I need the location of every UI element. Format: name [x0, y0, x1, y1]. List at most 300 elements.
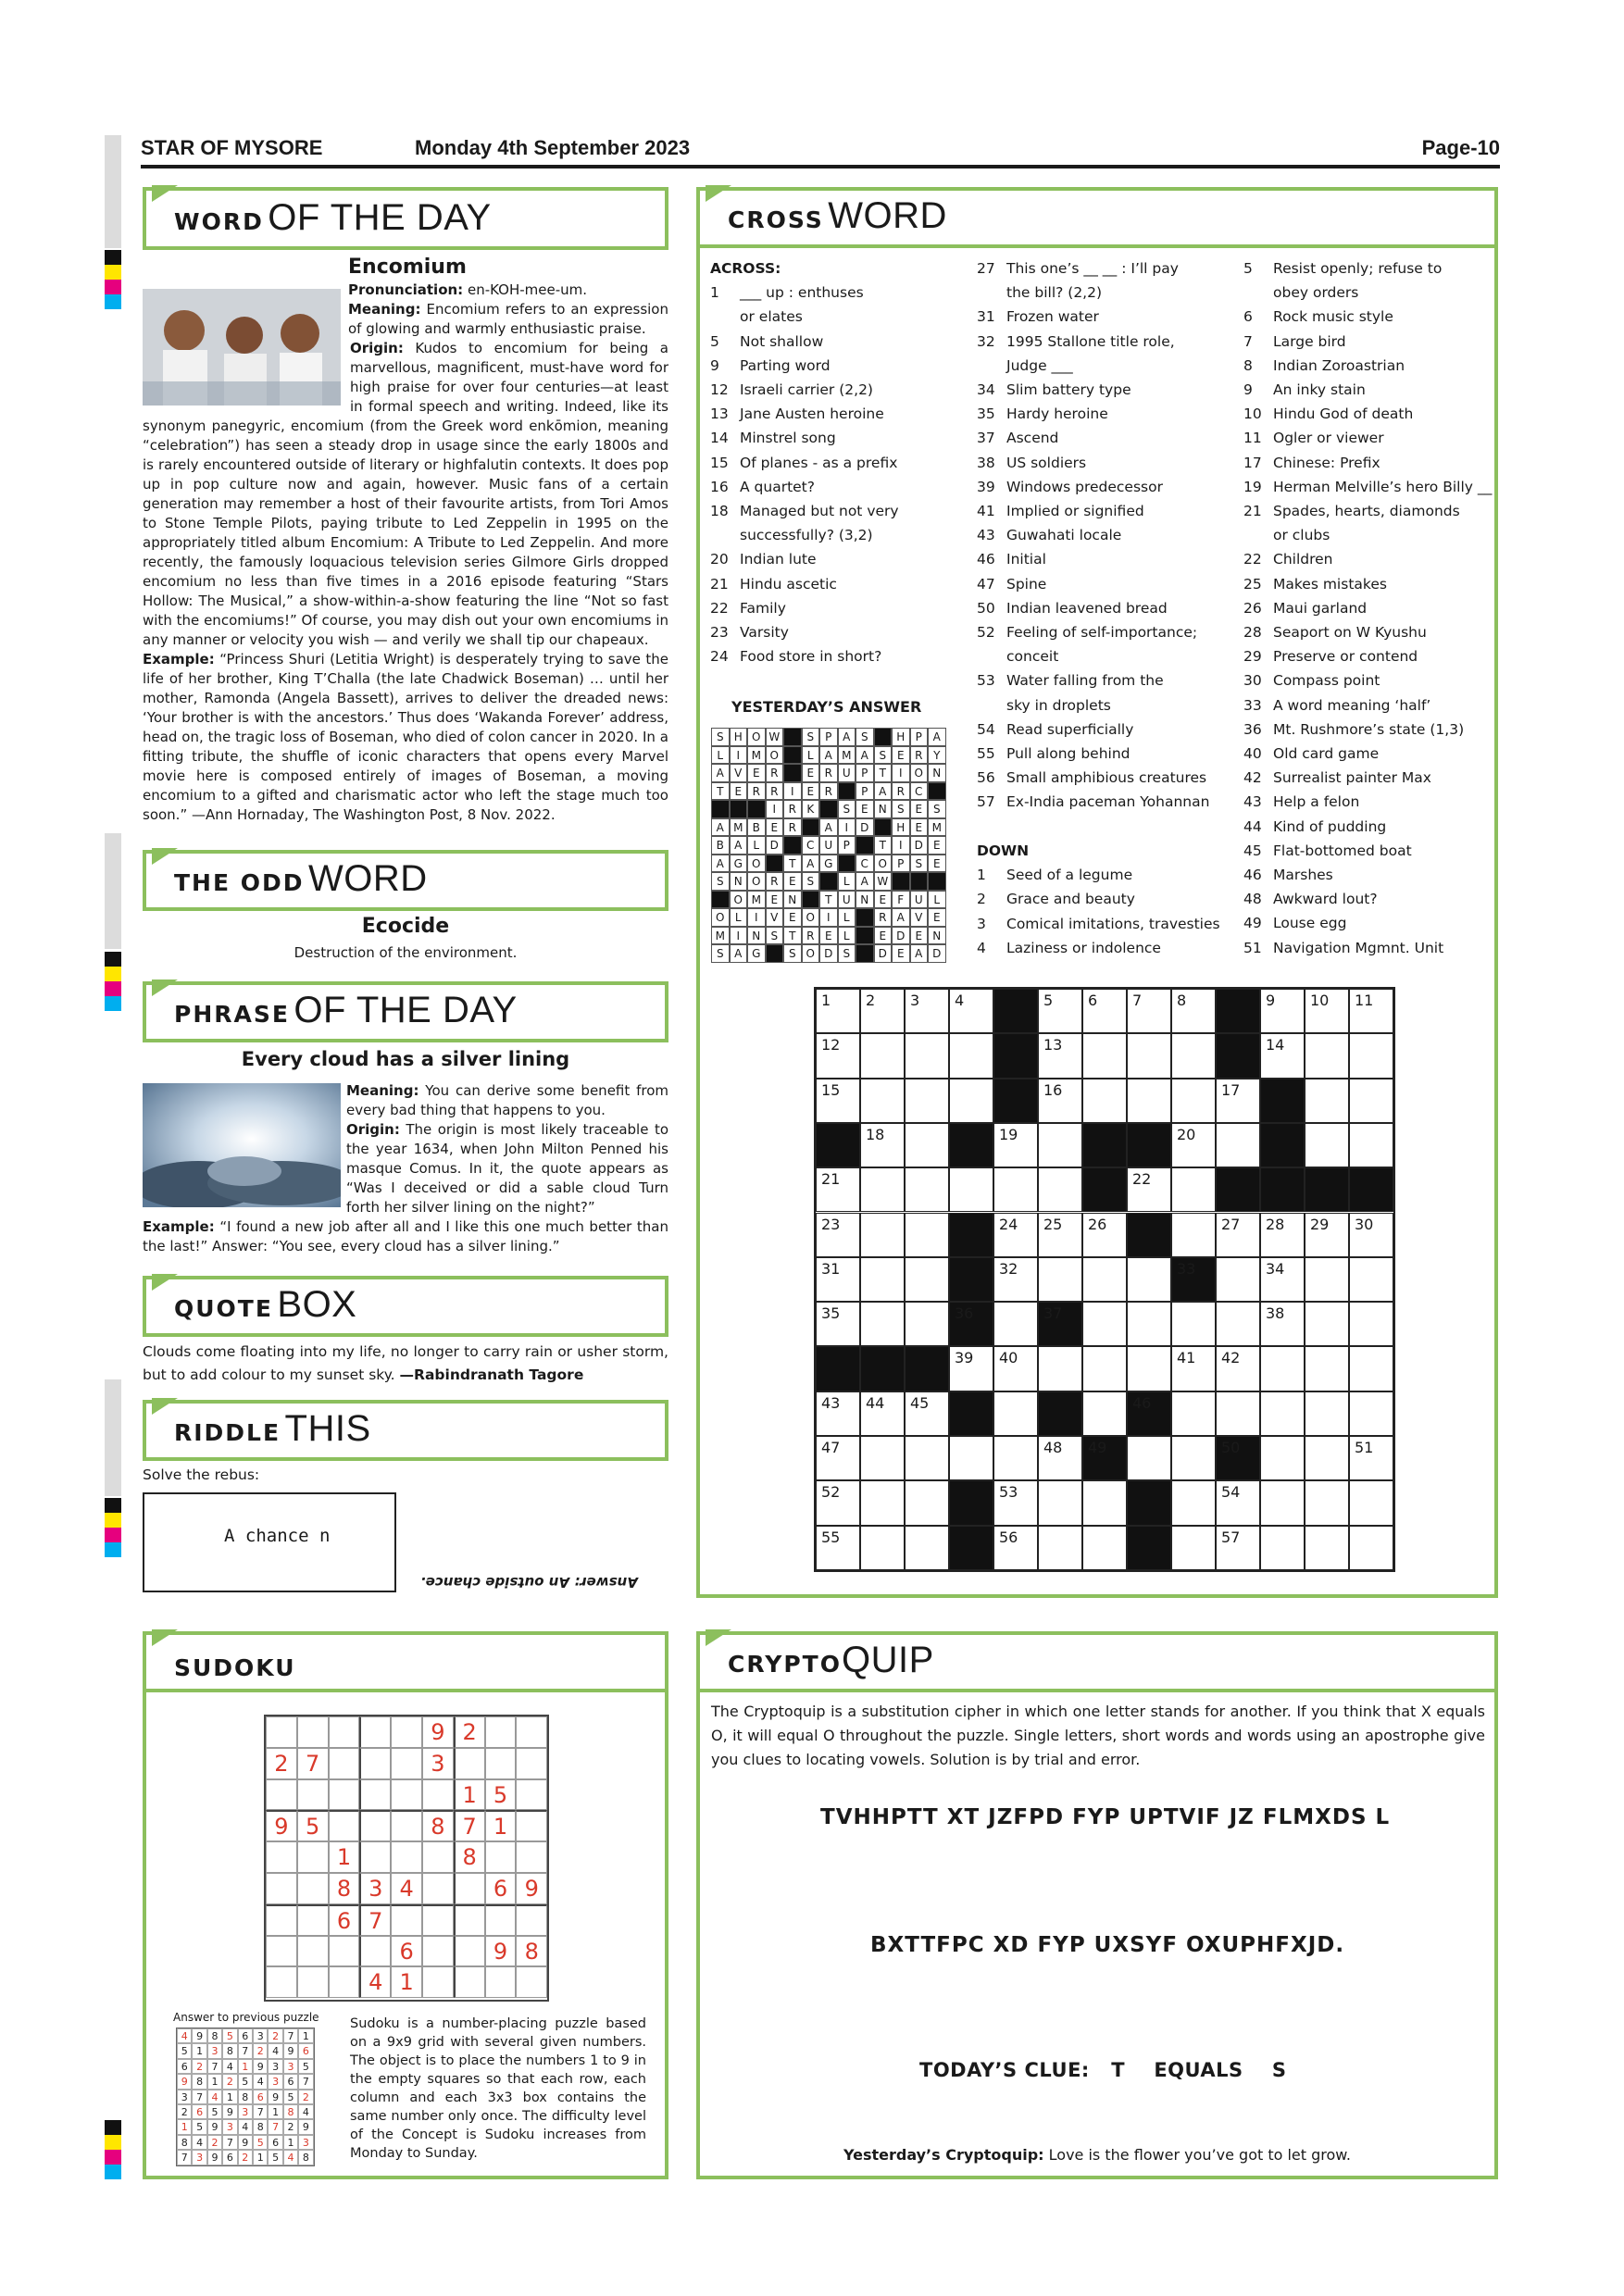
crossword-cell[interactable]: [1216, 1346, 1260, 1391]
crossword-cell[interactable]: [993, 1167, 1038, 1212]
answer-letter: E: [928, 908, 946, 927]
crossword-cell[interactable]: [816, 1436, 860, 1480]
black-square: [949, 1391, 993, 1436]
cell-number: 6: [1088, 992, 1098, 1009]
crossword-cell[interactable]: [905, 1391, 949, 1436]
crossword-cell[interactable]: [1038, 1079, 1082, 1123]
crossword-cell[interactable]: [1171, 1391, 1216, 1436]
crossword-cell[interactable]: [1038, 1123, 1082, 1167]
crossword-cell[interactable]: [1260, 1257, 1305, 1302]
previous-answer-cell: 7: [177, 2150, 192, 2165]
crossword-cell[interactable]: [1127, 1346, 1171, 1391]
crossword-cell[interactable]: [1127, 1167, 1171, 1212]
crossword-cell[interactable]: [1216, 1079, 1260, 1123]
answer-letter: U: [838, 764, 856, 782]
clue: [1243, 523, 1492, 547]
sudoku-cell[interactable]: [266, 1936, 297, 1967]
crossword-cell[interactable]: [905, 1079, 949, 1123]
answer-letter: E: [910, 818, 929, 837]
sudoku-cell[interactable]: [516, 1748, 547, 1779]
crossword-cell[interactable]: [993, 1436, 1038, 1480]
clue-text: conceit: [1006, 648, 1059, 666]
crossword-cell[interactable]: [860, 1391, 905, 1436]
sudoku-cell[interactable]: [422, 1936, 454, 1967]
crossword-cell[interactable]: [993, 1346, 1038, 1391]
sudoku-header: [143, 1631, 668, 1692]
crossword-cell[interactable]: [905, 1213, 949, 1257]
sudoku-cell[interactable]: [359, 1779, 391, 1811]
clue: [710, 499, 899, 523]
crossword-cell[interactable]: [1260, 1480, 1305, 1525]
crossword-cell[interactable]: [1305, 1346, 1349, 1391]
cipher-line-1: TVHHPTT XT JZFPD FYP UPTVIF JZ FLMXDS L: [820, 1805, 1391, 1829]
crossword-cell[interactable]: [1305, 1526, 1349, 1570]
crossword-cell[interactable]: [860, 1167, 905, 1212]
crossword-cell[interactable]: [1216, 1123, 1260, 1167]
crossword-cell[interactable]: [1038, 1480, 1082, 1525]
sudoku-cell[interactable]: [454, 1748, 485, 1779]
sudoku-cell[interactable]: [266, 1841, 297, 1873]
answer-letter: S: [928, 800, 946, 818]
sudoku-cell[interactable]: [329, 1779, 360, 1811]
clue: [710, 451, 899, 475]
clue-number: 50: [977, 599, 995, 617]
sudoku-cell[interactable]: [516, 1966, 547, 1998]
crossword-cell[interactable]: [816, 1213, 860, 1257]
crossword-cell[interactable]: [860, 1257, 905, 1302]
crossword-cell[interactable]: [1082, 1213, 1127, 1257]
header-large: WORD: [828, 195, 947, 236]
crossword-cell[interactable]: [816, 1079, 860, 1123]
crossword-cell[interactable]: [1127, 1257, 1171, 1302]
answer-letter: N: [783, 891, 802, 909]
clue-number: 3: [977, 915, 986, 932]
crossword-cell[interactable]: [816, 989, 860, 1033]
crossword-cell[interactable]: [1171, 1436, 1216, 1480]
sudoku-cell[interactable]: [422, 1966, 454, 1998]
sudoku-cell[interactable]: [329, 1966, 360, 1998]
crossword-cell[interactable]: [1038, 1526, 1082, 1570]
crossword-cell[interactable]: [1305, 989, 1349, 1033]
crossword-cell[interactable]: [1260, 1526, 1305, 1570]
crossword-cell[interactable]: [1260, 989, 1305, 1033]
crossword-cell[interactable]: [1171, 1526, 1216, 1570]
crossword-cell[interactable]: [1216, 1302, 1260, 1346]
crossword-cell[interactable]: [1171, 1033, 1216, 1078]
sudoku-cell[interactable]: [516, 1841, 547, 1873]
crossword-cell[interactable]: [1260, 1346, 1305, 1391]
clue-text: successfully? (3,2): [740, 527, 873, 544]
crossword-cell[interactable]: [860, 1123, 905, 1167]
crossword-cell[interactable]: [1349, 1123, 1393, 1167]
crossword-cell[interactable]: [1082, 1302, 1127, 1346]
crossword-cell[interactable]: [816, 1526, 860, 1570]
answer-letter: I: [819, 908, 838, 927]
answer-letter: L: [747, 836, 766, 855]
clue-number: 24: [710, 648, 729, 666]
crossword-cell[interactable]: [1349, 1391, 1393, 1436]
crossword-cell[interactable]: [816, 1302, 860, 1346]
cell-number: 49: [1088, 1439, 1107, 1456]
black-square: [874, 728, 893, 746]
sudoku-cell: 6: [391, 1936, 422, 1967]
clue: [1243, 378, 1492, 402]
sudoku-cell[interactable]: [485, 1841, 517, 1873]
sudoku-cell[interactable]: [454, 1873, 485, 1904]
sudoku-cell[interactable]: [266, 1779, 297, 1811]
rebus-box: [143, 1492, 396, 1592]
crossword-cell[interactable]: [949, 1033, 993, 1078]
sudoku-cell[interactable]: [329, 1936, 360, 1967]
sudoku-cell[interactable]: [391, 1748, 422, 1779]
crossword-cell[interactable]: [905, 1033, 949, 1078]
crossword-cell[interactable]: [1260, 1033, 1305, 1078]
crossword-cell[interactable]: [860, 1302, 905, 1346]
previous-answer-cell: 5: [177, 2043, 192, 2058]
crossword-cell[interactable]: [860, 1033, 905, 1078]
answer-letter: S: [892, 800, 910, 818]
crossword-cell[interactable]: [1171, 1480, 1216, 1525]
crossword-cell[interactable]: [1216, 1391, 1260, 1436]
phrase-body: [346, 1081, 668, 1217]
crossword-cell[interactable]: [1349, 1302, 1393, 1346]
crossword-header: [696, 187, 1498, 248]
crossword-cell[interactable]: [1216, 1257, 1260, 1302]
answer-letter: A: [711, 818, 730, 837]
crossword-cell[interactable]: [1349, 989, 1393, 1033]
crossword-cell[interactable]: [816, 1033, 860, 1078]
crossword-cell[interactable]: [905, 1123, 949, 1167]
clue-number: 22: [1243, 551, 1262, 568]
crossword-cell[interactable]: [949, 989, 993, 1033]
sudoku-cell: 6: [329, 1904, 360, 1936]
black-square: [856, 908, 874, 927]
sudoku-cell[interactable]: [297, 1904, 329, 1936]
crossword-cell[interactable]: [1171, 1079, 1216, 1123]
clue-text: Flat-bottomed boat: [1273, 842, 1412, 859]
clue-text: Implied or signified: [1006, 503, 1144, 520]
sudoku-cell[interactable]: [297, 1873, 329, 1904]
clue-text: Makes mistakes: [1273, 575, 1387, 593]
answer-letter: A: [819, 818, 838, 837]
crossword-cell[interactable]: [1127, 1079, 1171, 1123]
sudoku-cell[interactable]: [359, 1810, 391, 1841]
answer-letter: I: [838, 818, 856, 837]
crossword-cell[interactable]: [816, 1480, 860, 1525]
sudoku-cell[interactable]: [391, 1779, 422, 1811]
crossword-cell[interactable]: [1127, 1033, 1171, 1078]
sudoku-cell: 2: [266, 1748, 297, 1779]
sudoku-cell[interactable]: [454, 1904, 485, 1936]
crossword-cell[interactable]: [1349, 1079, 1393, 1123]
crossword-cell[interactable]: [860, 989, 905, 1033]
cell-number: 54: [1221, 1483, 1241, 1502]
sudoku-cell[interactable]: [454, 1936, 485, 1967]
answer-letter: E: [747, 764, 766, 782]
sudoku-cell: 2: [454, 1716, 485, 1748]
crossword-cell[interactable]: [860, 1436, 905, 1480]
crossword-cell[interactable]: [816, 1391, 860, 1436]
header-large: WORD: [307, 858, 428, 899]
previous-answer-cell: 4: [222, 2059, 237, 2074]
crossword-cell[interactable]: [1349, 1033, 1393, 1078]
crossword-cell[interactable]: [905, 989, 949, 1033]
clue-text: A quartet?: [740, 478, 815, 495]
crossword-cell[interactable]: [1038, 1213, 1082, 1257]
crossword-cell[interactable]: [905, 1436, 949, 1480]
answer-letter: T: [783, 855, 802, 873]
crossword-cell[interactable]: [1305, 1257, 1349, 1302]
answer-letter: P: [856, 764, 874, 782]
answer-letter: P: [892, 855, 910, 873]
crossword-grid: [814, 987, 1395, 1572]
crossword-cell[interactable]: [1171, 1167, 1216, 1212]
crossword-cell[interactable]: [905, 1302, 949, 1346]
sudoku-cell[interactable]: [516, 1810, 547, 1841]
crossword-cell[interactable]: [1038, 1257, 1082, 1302]
clue-text: Food store in short?: [740, 648, 882, 666]
crossword-cell[interactable]: [949, 1079, 993, 1123]
crossword-cell[interactable]: [1171, 1302, 1216, 1346]
crossword-cell[interactable]: [1082, 989, 1127, 1033]
crossword-cell[interactable]: [1260, 1213, 1305, 1257]
crossword-cell[interactable]: [1260, 1302, 1305, 1346]
answer-letter: O: [910, 764, 929, 782]
previous-answer-cell: 2: [238, 2150, 253, 2165]
crossword-cell[interactable]: [1171, 989, 1216, 1033]
crossword-cell[interactable]: [1171, 1346, 1216, 1391]
sudoku-cell[interactable]: [359, 1748, 391, 1779]
crossword-cell[interactable]: [816, 1257, 860, 1302]
clue-number: 2: [977, 891, 986, 908]
answer-letter: O: [802, 944, 820, 963]
sudoku-cell[interactable]: [297, 1841, 329, 1873]
crossword-cell[interactable]: [993, 1480, 1038, 1525]
crossword-cell[interactable]: [1038, 1033, 1082, 1078]
clue-number: 22: [710, 599, 729, 617]
crossword-cell[interactable]: [993, 1526, 1038, 1570]
crossword-cell[interactable]: [1038, 1436, 1082, 1480]
sudoku-cell[interactable]: [422, 1841, 454, 1873]
sudoku-cell[interactable]: [359, 1936, 391, 1967]
answer-letter: E: [802, 764, 820, 782]
quote-author: —Rabindranath Tagore: [399, 1366, 584, 1383]
sudoku-cell[interactable]: [266, 1873, 297, 1904]
sudoku-cell[interactable]: [297, 1936, 329, 1967]
previous-answer-cell: 9: [298, 2119, 313, 2134]
crossword-cell[interactable]: [949, 1436, 993, 1480]
sudoku-cell[interactable]: [266, 1966, 297, 1998]
crossword-cell[interactable]: [1216, 1526, 1260, 1570]
crossword-cell[interactable]: [1349, 1526, 1393, 1570]
answer-letter: A: [730, 944, 748, 963]
crossword-cell[interactable]: [1305, 1123, 1349, 1167]
clue-number: 26: [1243, 599, 1262, 617]
clue-number: 43: [1243, 793, 1262, 811]
sudoku-cell[interactable]: [297, 1779, 329, 1811]
cell-number: 26: [1088, 1215, 1107, 1233]
cell-number: 10: [1310, 992, 1330, 1009]
crossword-cell[interactable]: [860, 1480, 905, 1525]
sudoku-cell[interactable]: [266, 1716, 297, 1748]
crossword-cell[interactable]: [905, 1480, 949, 1525]
black-square: [711, 800, 730, 818]
clue: [977, 305, 1209, 329]
clue-text: An inky stain: [1273, 381, 1366, 399]
crossword-cell[interactable]: [1038, 1167, 1082, 1212]
clue-text: Large bird: [1273, 332, 1346, 350]
crossword-cell[interactable]: [993, 1257, 1038, 1302]
clue: [977, 766, 1209, 790]
crossword-cell[interactable]: [905, 1257, 949, 1302]
crossword-cell[interactable]: [1305, 1302, 1349, 1346]
cell-number: 56: [999, 1528, 1018, 1546]
sudoku-cell[interactable]: [329, 1716, 360, 1748]
black-square: [802, 891, 820, 909]
crossword-cell[interactable]: [1127, 989, 1171, 1033]
clue: [1243, 305, 1492, 329]
sudoku-cell[interactable]: [422, 1904, 454, 1936]
cipher-line-2: BXTTFPC XD FYP UXSYF OXUPHFXJD.: [870, 1933, 1345, 1957]
clue: [1243, 620, 1492, 644]
meaning: You can derive some benefit from every bad thing that happens to you.: [346, 1082, 668, 1118]
crossword-cell[interactable]: [860, 1079, 905, 1123]
crossword-cell[interactable]: [1349, 1480, 1393, 1525]
crossword-cell[interactable]: [1082, 1257, 1127, 1302]
sudoku-cell[interactable]: [266, 1904, 297, 1936]
clue-number: 57: [977, 793, 995, 811]
crossword-cell[interactable]: [1171, 1213, 1216, 1257]
crossword-cell[interactable]: [1127, 1302, 1171, 1346]
sudoku-cell[interactable]: [422, 1779, 454, 1811]
cell-number: 17: [1221, 1080, 1241, 1099]
sudoku-cell[interactable]: [329, 1810, 360, 1841]
sudoku-cell[interactable]: [485, 1748, 517, 1779]
clue: [1243, 354, 1492, 378]
crossword-cell[interactable]: [1349, 1436, 1393, 1480]
crossword-cell[interactable]: [1305, 1033, 1349, 1078]
crossword-cell[interactable]: [905, 1167, 949, 1212]
crossword-cell[interactable]: [993, 1302, 1038, 1346]
previous-answer-cell: 1: [283, 2135, 298, 2150]
sudoku-cell[interactable]: [516, 1904, 547, 1936]
sudoku-cell[interactable]: [516, 1779, 547, 1811]
crossword-cell[interactable]: [1038, 989, 1082, 1033]
sudoku-cell[interactable]: [391, 1904, 422, 1936]
crossword-cell[interactable]: [1305, 1079, 1349, 1123]
crossword-cell[interactable]: [1082, 1480, 1127, 1525]
clue: [977, 547, 1209, 571]
crossword-cell[interactable]: [1038, 1346, 1082, 1391]
crossword-cell[interactable]: [993, 1391, 1038, 1436]
answer-letter: D: [892, 927, 910, 945]
answer-letter: N: [928, 927, 946, 945]
previous-answer-cell: 9: [222, 2104, 237, 2119]
crossword-cell[interactable]: [860, 1213, 905, 1257]
cryptoquip-header: [696, 1631, 1498, 1692]
crossword-cell[interactable]: [1216, 1480, 1260, 1525]
sudoku-cell[interactable]: [297, 1966, 329, 1998]
sudoku-cell[interactable]: [329, 1748, 360, 1779]
sudoku-cell[interactable]: [391, 1841, 422, 1873]
crossword-cell[interactable]: [1305, 1391, 1349, 1436]
cell-number: 40: [999, 1349, 1018, 1367]
crossword-cell[interactable]: [993, 1213, 1038, 1257]
crossword-cell[interactable]: [1216, 1213, 1260, 1257]
sudoku-cell[interactable]: [359, 1716, 391, 1748]
crossword-cell[interactable]: [1082, 1346, 1127, 1391]
answer-letter: T: [711, 782, 730, 801]
sudoku-cell[interactable]: [454, 1966, 485, 1998]
crossword-cell[interactable]: [1082, 1033, 1127, 1078]
crossword-cell[interactable]: [1082, 1526, 1127, 1570]
crossword-cell[interactable]: [1305, 1436, 1349, 1480]
clue: [977, 644, 1209, 668]
sudoku-cell[interactable]: [391, 1810, 422, 1841]
clue-text: Seed of a legume: [1006, 867, 1133, 884]
clue-number: 47: [977, 575, 995, 593]
crossword-cell[interactable]: [1127, 1436, 1171, 1480]
sudoku-cell[interactable]: [516, 1716, 547, 1748]
crossword-cell[interactable]: [993, 1123, 1038, 1167]
sudoku-cell[interactable]: [485, 1716, 517, 1748]
answer-letter: I: [766, 800, 784, 818]
answer-letter: R: [819, 764, 838, 782]
word-of-day-header: [143, 187, 668, 250]
previous-answer-cell: 8: [298, 2150, 313, 2165]
clue: [710, 620, 899, 644]
sudoku-cell[interactable]: [359, 1841, 391, 1873]
answer-letter: R: [892, 782, 910, 801]
crossword-cell[interactable]: [949, 1346, 993, 1391]
black-square: [892, 872, 910, 891]
crossword-cell[interactable]: [1260, 1391, 1305, 1436]
crossword-cell[interactable]: [860, 1526, 905, 1570]
crossword-cell[interactable]: [1349, 1346, 1393, 1391]
cell-number: 24: [999, 1215, 1018, 1233]
clue-text: Initial: [1006, 551, 1046, 568]
crossword-cell[interactable]: [1349, 1213, 1393, 1257]
header-large: OF THE DAY: [294, 990, 518, 1030]
crossword-cell[interactable]: [1260, 1436, 1305, 1480]
sudoku-cell[interactable]: [391, 1716, 422, 1748]
sudoku-cell[interactable]: [485, 1966, 517, 1998]
clue: [1243, 668, 1492, 693]
crossword-cell[interactable]: [1349, 1257, 1393, 1302]
crossword-cell[interactable]: [949, 1167, 993, 1212]
crossword-cell[interactable]: [1305, 1213, 1349, 1257]
sudoku-cell[interactable]: [297, 1716, 329, 1748]
cell-number: 28: [1266, 1215, 1285, 1233]
previous-answer-cell: 6: [238, 2028, 253, 2043]
example-text: “Princess Shuri (Letitia Wright) is desperately trying to save the life of her brother, King T’Challa (the late Chadwick Boseman) … until her mother, Ramonda (Angela Bassett), arrives to deliver the dreaded news: ‘Your brother is with the ancestors.’ Thus does ‘Wakanda Forever’ address, head on, the tragic loss of Boseman, who died of colon cancer in 2020. In a fitting tribute, the shuffle of iconic characters that opens every Marvel movie here is composed entirely of images of Boseman, a moving encomium to a gifted and charismatic actor who left the stage much too soon.” —Ann Hornaday, The Washington Post, 8 Nov. 2022.: [143, 651, 668, 823]
crossword-cell[interactable]: [1082, 1391, 1127, 1436]
clue-text: Herman Melville’s hero Billy __: [1273, 478, 1493, 495]
crossword-cell[interactable]: [905, 1526, 949, 1570]
answer-letter: L: [730, 908, 748, 927]
crossword-cell[interactable]: [1305, 1480, 1349, 1525]
quote-text: [143, 1341, 668, 1387]
answer-letter: E: [783, 908, 802, 927]
clue: [977, 475, 1209, 499]
sudoku-cell[interactable]: [422, 1873, 454, 1904]
black-square: [905, 1346, 949, 1391]
crossword-cell[interactable]: [816, 1167, 860, 1212]
sudoku-cell[interactable]: [485, 1904, 517, 1936]
yesterday-cryptoquip: [696, 2146, 1498, 2164]
crossword-cell[interactable]: [1171, 1123, 1216, 1167]
crossword-cell[interactable]: [1082, 1079, 1127, 1123]
